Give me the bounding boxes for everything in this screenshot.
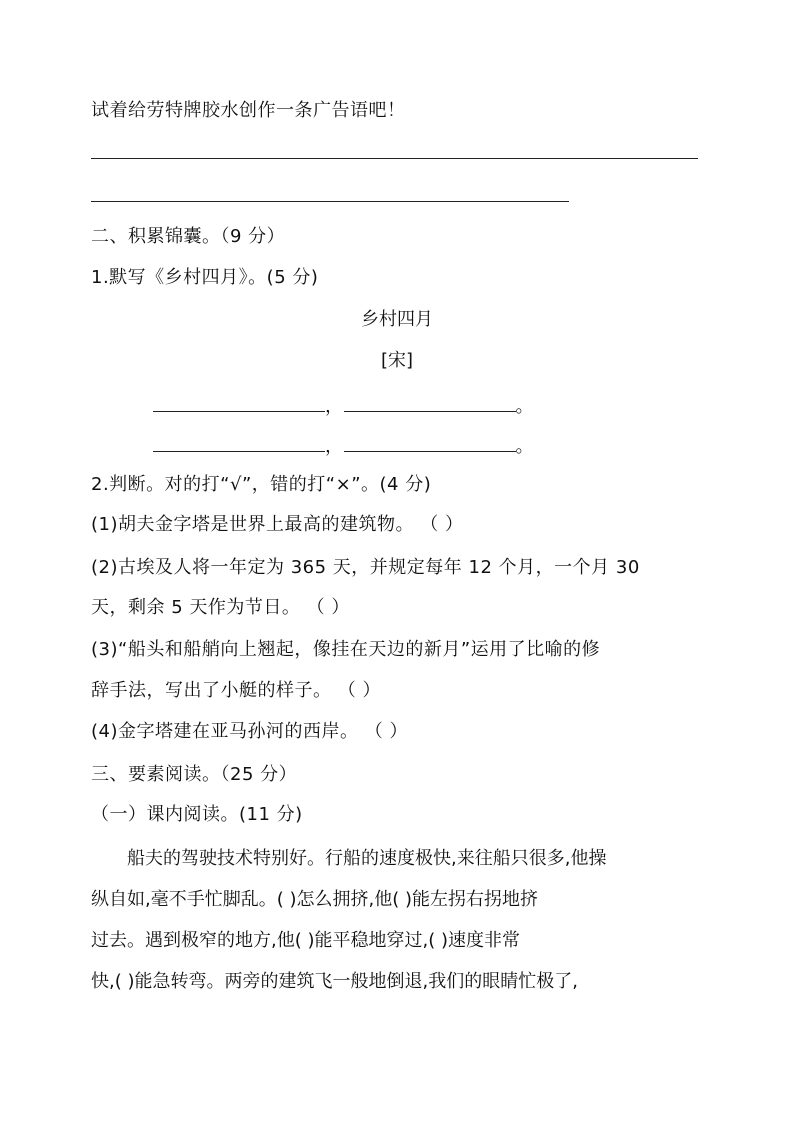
- passage-line-4: 快,( )能急转弯。两旁的建筑飞一般地倒退,我们的眼睛忙极了,: [91, 971, 578, 992]
- poem-line-1: ， 。: [153, 393, 534, 419]
- poem-blank-1a[interactable]: [153, 393, 325, 412]
- answer-line-2[interactable]: [91, 201, 569, 202]
- answer-line-1[interactable]: [91, 158, 698, 159]
- judge-item-2a: (2)古埃及人将一年定为 365 天，并规定每年 12 个月，一个月 30: [91, 557, 640, 578]
- ad-prompt: 试着给劳特牌胶水创作一条广告语吧！: [91, 100, 406, 121]
- passage-line-3: 过去。遇到极窄的地方,他( )能平稳地穿过,( )速度非常: [91, 930, 520, 951]
- passage-line-1: 船夫的驾驶技术特别好。行船的速度极快,来往船只很多,他操: [91, 848, 607, 869]
- judge-item-3b: 辞手法，写出了小艇的样子。 （ ）: [91, 680, 381, 701]
- subsection-1-label: （一）课内阅读。(11 分): [91, 804, 303, 825]
- section-2-heading: 二、积累锦囊。（9 分）: [91, 226, 286, 247]
- poem-dynasty: [宋]: [380, 350, 414, 371]
- section-3-heading: 三、要素阅读。（25 分）: [91, 764, 298, 785]
- question-1-label: 1.默写《乡村四月》。(5 分): [91, 267, 319, 288]
- poem-line-2: ， 。: [153, 433, 534, 459]
- poem-blank-2b[interactable]: [344, 433, 516, 452]
- judge-item-2b: 天，剩余 5 天作为节日。 （ ）: [91, 597, 350, 618]
- passage-line-2: 纵自如,毫不手忙脚乱。( )怎么拥挤,他( )能左拐右拐地挤: [91, 889, 538, 910]
- poem-title: 乡村四月: [361, 309, 433, 330]
- poem-blank-2a[interactable]: [153, 433, 325, 452]
- judge-item-4: (4)金字塔建在亚马孙河的西岸。 （ ）: [91, 721, 408, 742]
- judge-item-1: (1)胡夫金字塔是世界上最高的建筑物。 （ ）: [91, 514, 464, 535]
- judge-item-3a: (3)“船头和船艄向上翘起，像挂在天边的新月”运用了比喻的修: [91, 639, 601, 660]
- question-2-label: 2.判断。对的打“√”，错的打“×”。(4 分): [91, 474, 432, 495]
- poem-blank-1b[interactable]: [344, 393, 516, 412]
